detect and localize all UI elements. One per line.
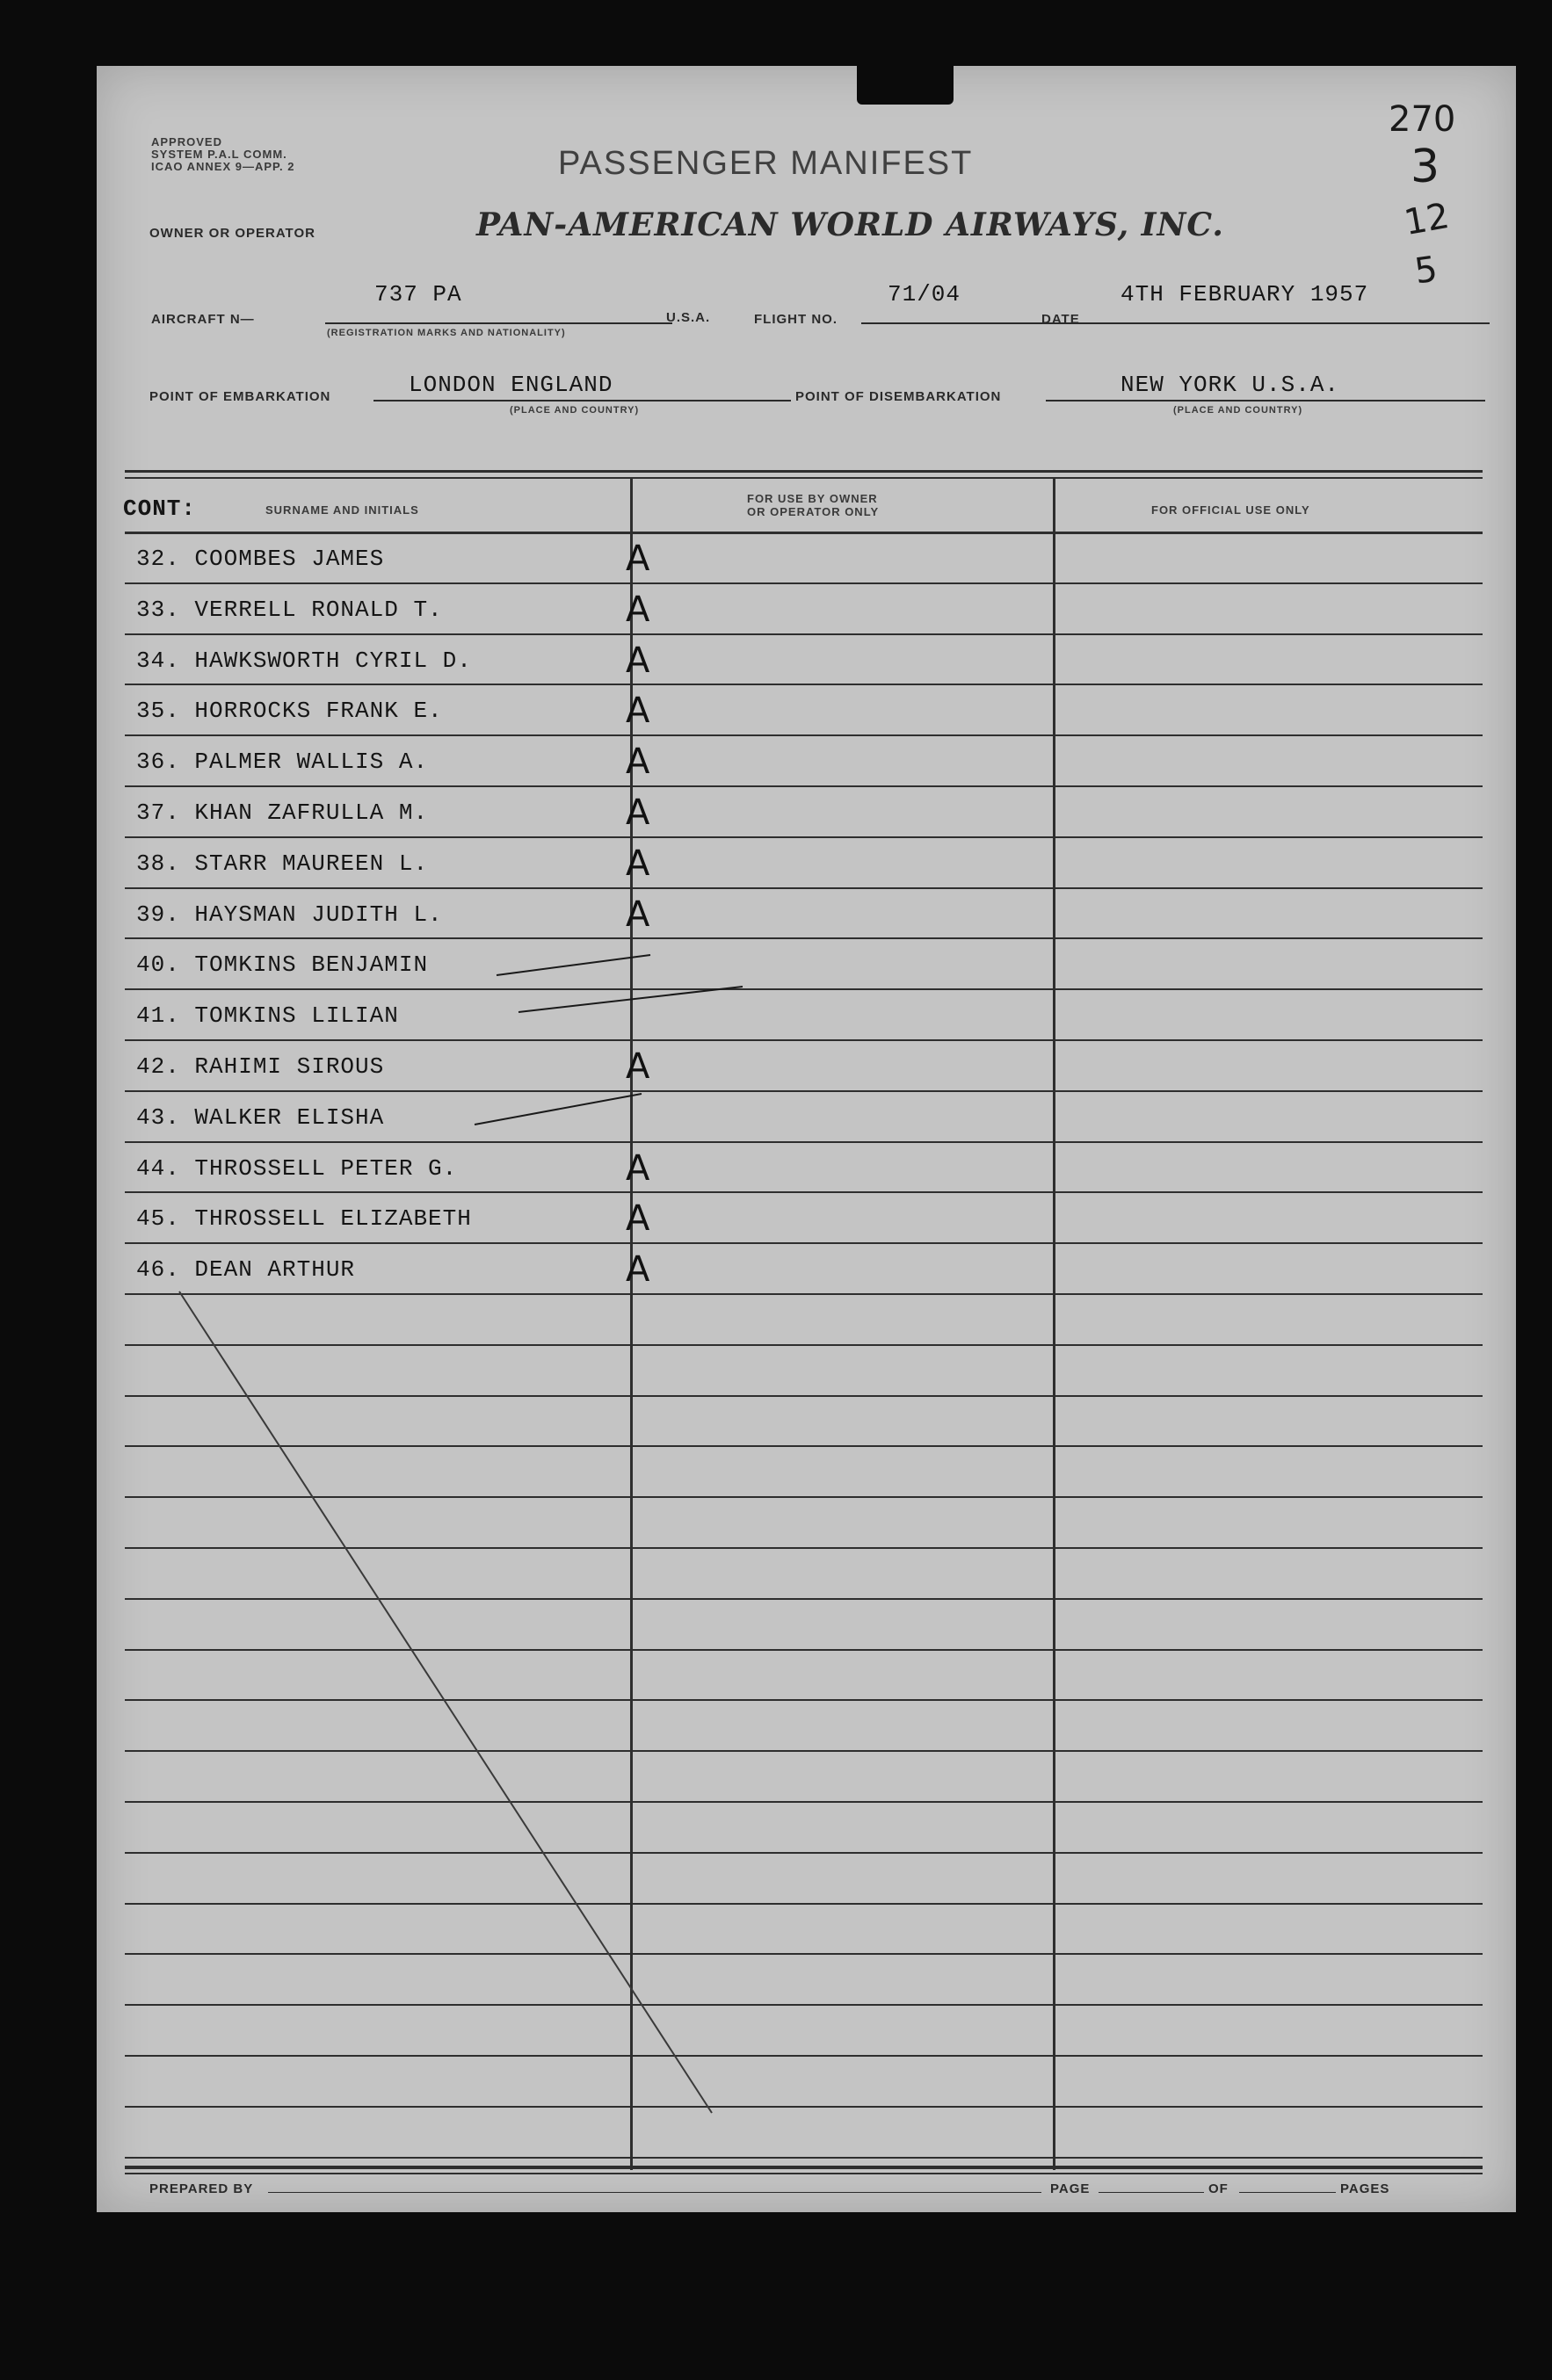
embark-label: POINT OF EMBARKATION (149, 389, 331, 404)
passenger-name: 44. THROSSELL PETER G. (136, 1155, 458, 1182)
passenger-name: 32. COOMBES JAMES (136, 546, 385, 572)
approval-line: APPROVED (151, 135, 222, 148)
flight-label: FLIGHT NO. (754, 312, 838, 327)
aircraft-caption: (REGISTRATION MARKS AND NATIONALITY) (327, 328, 566, 338)
date-value: 4TH FEBRUARY 1957 (1120, 281, 1369, 307)
passenger-name: 41. TOMKINS LILIAN (136, 1002, 399, 1029)
col-header-owner: FOR USE BY OWNER (747, 492, 878, 505)
prepared-underline (268, 2192, 1041, 2193)
disembark-value: NEW YORK U.S.A. (1120, 372, 1340, 398)
strike-line (497, 955, 650, 975)
embark-caption: (PLACE AND COUNTRY) (510, 405, 640, 416)
usa-label: U.S.A. (666, 310, 711, 325)
prepared-label: PREPARED BY (149, 2181, 254, 2196)
passenger-name: 34. HAWKSWORTH CYRIL D. (136, 647, 472, 674)
of-label: OF (1208, 2181, 1229, 2196)
arrival-mark: A (626, 1249, 650, 1290)
disembark-caption: (PLACE AND COUNTRY) (1173, 405, 1303, 416)
cont-label: CONT: (123, 496, 197, 522)
passenger-name: 37. KHAN ZAFRULLA M. (136, 799, 429, 826)
passenger-name: 40. TOMKINS BENJAMIN (136, 951, 429, 978)
disembark-label: POINT OF DISEMBARKATION (795, 389, 1002, 404)
passenger-name: 33. VERRELL RONALD T. (136, 597, 443, 623)
aircraft-label: AIRCRAFT N— (151, 312, 255, 327)
owner-value: PAN-AMERICAN WORLD AIRWAYS, INC. (476, 206, 1224, 243)
arrival-mark: A (626, 1148, 650, 1189)
approval-line: ICAO ANNEX 9—APP. 2 (151, 160, 295, 173)
handwritten-note: 5 (1411, 249, 1440, 293)
page-sub-number: 3 (1411, 141, 1440, 193)
pages-label: PAGES (1340, 2181, 1390, 2196)
passenger-name: 38. STARR MAUREEN L. (136, 850, 429, 877)
aircraft-value: 737 PA (374, 281, 462, 307)
passenger-name: 46. DEAN ARTHUR (136, 1256, 356, 1283)
arrival-mark: A (626, 741, 650, 782)
arrival-mark: A (626, 1198, 650, 1239)
date-label: DATE (1041, 312, 1080, 327)
manifest-sheet (97, 66, 1516, 2212)
passenger-name: 43. WALKER ELISHA (136, 1104, 385, 1131)
passenger-name: 35. HORROCKS FRANK E. (136, 698, 443, 724)
arrival-mark: A (626, 1046, 650, 1087)
arrival-mark: A (626, 691, 650, 731)
arrival-mark: A (626, 539, 650, 579)
page-label: PAGE (1050, 2181, 1091, 2196)
flight-value: 71/04 (888, 281, 961, 307)
passenger-name: 39. HAYSMAN JUDITH L. (136, 901, 443, 928)
passenger-name: 36. PALMER WALLIS A. (136, 749, 429, 775)
handwritten-note: 12 (1401, 195, 1453, 244)
cancel-diagonal-line (179, 1291, 712, 2113)
strike-line (475, 1094, 642, 1125)
annotation-lines (97, 66, 1516, 2212)
owner-label: OWNER OR OPERATOR (149, 226, 315, 241)
col-header-owner: OR OPERATOR ONLY (747, 505, 880, 518)
arrival-mark: A (626, 640, 650, 681)
embark-value: LONDON ENGLAND (409, 372, 613, 398)
col-header-official: FOR OFFICIAL USE ONLY (1151, 503, 1310, 517)
page-number: 270 (1389, 99, 1456, 140)
arrival-mark: A (626, 894, 650, 935)
col-header-surname: SURNAME AND INITIALS (265, 503, 419, 517)
of-underline (1239, 2192, 1336, 2193)
arrival-mark: A (626, 590, 650, 630)
arrival-mark: A (626, 843, 650, 884)
arrival-mark: A (626, 792, 650, 833)
passenger-name: 42. RAHIMI SIROUS (136, 1053, 385, 1080)
strike-line (519, 987, 743, 1012)
page-title: PASSENGER MANIFEST (558, 145, 974, 182)
passenger-name: 45. THROSSELL ELIZABETH (136, 1205, 472, 1232)
page-underline (1099, 2192, 1204, 2193)
approval-line: SYSTEM P.A.L COMM. (151, 148, 287, 161)
